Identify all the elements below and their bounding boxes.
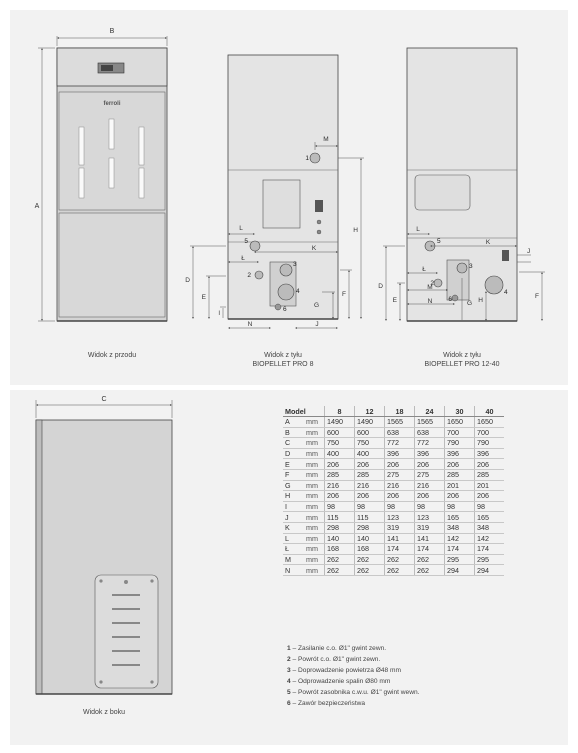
brand-logo: ferroli	[103, 101, 121, 107]
dim-label-E: E	[201, 294, 206, 301]
table-cell: 772	[415, 438, 445, 449]
callout-3: 3	[469, 263, 473, 270]
connection-6-port-icon	[275, 304, 281, 310]
caption-rear-view-pro8	[228, 351, 338, 369]
table-header-row	[283, 406, 504, 417]
dimensions-table	[283, 406, 504, 576]
caption-front-view: Widok z przodu	[87, 352, 137, 359]
callout-1: 1	[305, 155, 309, 162]
table-row	[283, 554, 504, 565]
table-row-unit: mm	[304, 554, 325, 565]
table-cell: 206	[415, 491, 445, 502]
table-header-model-18: 18	[385, 406, 415, 417]
callout-3: 3	[293, 261, 297, 268]
table-cell: 140	[355, 533, 385, 544]
table-row-unit: mm	[304, 565, 325, 576]
dim-label-L: L	[239, 225, 243, 232]
table-row-unit: mm	[304, 427, 325, 438]
table-row	[283, 544, 504, 555]
legend-item-number: 6	[287, 700, 291, 707]
table-cell: 168	[355, 544, 385, 555]
table-cell: 206	[475, 491, 505, 502]
table-cell: 206	[445, 459, 475, 470]
table-cell: 115	[355, 512, 385, 523]
caption-rear-view-pro8-line1: Widok z tyłu	[264, 352, 302, 359]
legend-item-number: 3	[287, 667, 291, 674]
table-cell: 1650	[445, 417, 475, 428]
table-cell: 262	[325, 554, 355, 565]
table-cell: 1490	[355, 417, 385, 428]
table-cell: 600	[325, 427, 355, 438]
table-cell: 206	[415, 459, 445, 470]
table-cell: 216	[355, 480, 385, 491]
connection-4-port-icon	[278, 284, 294, 300]
dim-label-H: H	[353, 227, 358, 234]
table-row-dimension: H	[283, 491, 304, 502]
table-cell: 262	[355, 565, 385, 576]
connection-3-port-icon	[280, 264, 292, 276]
table-header-model-8: 8	[325, 406, 355, 417]
table-row	[283, 522, 504, 533]
table-row-dimension: K	[283, 522, 304, 533]
legend-item	[287, 698, 419, 709]
dim-label-B: B	[109, 28, 115, 35]
legend-item-number: 2	[287, 656, 291, 663]
table-row	[283, 448, 504, 459]
callout-6: 6	[283, 306, 287, 313]
table-cell: 700	[475, 427, 505, 438]
table-cell: 98	[445, 501, 475, 512]
table-row	[283, 417, 504, 428]
table-cell: 206	[445, 491, 475, 502]
legend-item	[287, 676, 419, 687]
table-cell: 115	[325, 512, 355, 523]
table-cell: 141	[415, 533, 445, 544]
table-cell: 348	[475, 522, 505, 533]
rear-view-pro12-40-drawing	[378, 48, 545, 321]
table-header-model: Model	[283, 406, 325, 417]
connection-5-port-icon	[250, 241, 260, 251]
table-cell: 168	[325, 544, 355, 555]
table-row-dimension: D	[283, 448, 304, 459]
table-row-unit: mm	[304, 544, 325, 555]
table-cell: 1650	[475, 417, 505, 428]
connections-legend	[287, 643, 419, 709]
connection-2-port-icon	[255, 271, 263, 279]
table-cell: 285	[355, 469, 385, 480]
table-cell: 262	[355, 554, 385, 565]
table-row-dimension: C	[283, 438, 304, 449]
table-cell: 275	[415, 469, 445, 480]
table-cell: 201	[445, 480, 475, 491]
table-cell: 141	[385, 533, 415, 544]
table-cell: 123	[385, 512, 415, 523]
legend-item-text: – Zasilanie c.o. Ø1" gwint zewn.	[292, 645, 387, 652]
table-cell: 275	[385, 469, 415, 480]
table-row-dimension: I	[283, 501, 304, 512]
table-cell: 772	[385, 438, 415, 449]
table-cell: 294	[445, 565, 475, 576]
table-header-model-24: 24	[415, 406, 445, 417]
table-row-dimension: F	[283, 469, 304, 480]
table-cell: 638	[385, 427, 415, 438]
table-row	[283, 459, 504, 470]
table-cell: 295	[445, 554, 475, 565]
table-cell: 98	[385, 501, 415, 512]
table-cell: 285	[325, 469, 355, 480]
legend-item	[287, 643, 419, 654]
table-cell: 400	[325, 448, 355, 459]
table-cell: 206	[385, 459, 415, 470]
table-cell: 216	[415, 480, 445, 491]
table-cell: 600	[355, 427, 385, 438]
table-cell: 396	[415, 448, 445, 459]
table-cell: 285	[445, 469, 475, 480]
table-row-unit: mm	[304, 491, 325, 502]
table-header-model-40: 40	[475, 406, 505, 417]
table-cell: 174	[415, 544, 445, 555]
table-cell: 262	[385, 565, 415, 576]
callout-5: 5	[244, 238, 248, 245]
table-cell: 396	[385, 448, 415, 459]
table-cell: 206	[355, 459, 385, 470]
caption-rear-view-pro12-40-line2: BIOPELLET PRO 12-40	[424, 361, 500, 368]
table-cell: 165	[445, 512, 475, 523]
table-cell: 700	[445, 427, 475, 438]
legend-item	[287, 665, 419, 676]
dim-label-H: H	[478, 297, 483, 304]
table-cell: 319	[415, 522, 445, 533]
table-cell: 1565	[385, 417, 415, 428]
table-cell: 790	[445, 438, 475, 449]
dim-label-C: C	[101, 396, 107, 403]
dim-label-F: F	[342, 291, 346, 298]
table-cell: 298	[355, 522, 385, 533]
table-cell: 790	[475, 438, 505, 449]
legend-item-number: 5	[287, 689, 291, 696]
callout-4: 4	[504, 289, 508, 296]
dim-label-G: G	[313, 302, 319, 309]
table-cell: 638	[415, 427, 445, 438]
table-cell: 294	[475, 565, 505, 576]
dim-label-D: D	[185, 277, 190, 284]
table-cell: 98	[355, 501, 385, 512]
table-cell: 201	[475, 480, 505, 491]
table-row-dimension: N	[283, 565, 304, 576]
electrical-box-icon	[315, 200, 323, 212]
legend-item	[287, 654, 419, 665]
dim-label-L-stroke: Ł	[241, 255, 245, 262]
table-row	[283, 565, 504, 576]
electrical-box-icon	[502, 250, 509, 261]
table-cell: 98	[415, 501, 445, 512]
table-cell: 262	[325, 565, 355, 576]
dim-label-F: F	[535, 293, 539, 300]
table-row	[283, 469, 504, 480]
table-cell: 262	[385, 554, 415, 565]
table-row-unit: mm	[304, 480, 325, 491]
dim-label-J: J	[527, 248, 531, 255]
table-header-model-12: 12	[355, 406, 385, 417]
table-cell: 319	[385, 522, 415, 533]
table-row-dimension: E	[283, 459, 304, 470]
callout-4: 4	[296, 288, 300, 295]
dim-label-N: N	[247, 321, 253, 328]
table-row	[283, 501, 504, 512]
legend-item-text: – Odprowadzenie spalin Ø80 mm	[292, 678, 391, 685]
table-cell: 165	[475, 512, 505, 523]
table-row	[283, 427, 504, 438]
table-row-unit: mm	[304, 459, 325, 470]
table-row-dimension: Ł	[283, 544, 304, 555]
legend-item-text: – Zawór bezpieczeństwa	[292, 700, 366, 707]
table-row	[283, 480, 504, 491]
table-cell: 174	[385, 544, 415, 555]
table-row-dimension: L	[283, 533, 304, 544]
table-cell: 206	[325, 491, 355, 502]
dim-label-E: E	[392, 297, 397, 304]
table-row-unit: mm	[304, 448, 325, 459]
table-cell: 1490	[325, 417, 355, 428]
table-cell: 206	[355, 491, 385, 502]
table-row-unit: mm	[304, 512, 325, 523]
table-cell: 750	[355, 438, 385, 449]
dim-label-N: N	[427, 298, 433, 305]
table-cell: 98	[475, 501, 505, 512]
caption-rear-view-pro12-40-line1: Widok z tyłu	[443, 352, 481, 359]
dim-label-G: G	[467, 300, 473, 307]
table-row	[283, 533, 504, 544]
table-cell: 295	[475, 554, 505, 565]
connection-1-port-icon	[310, 153, 320, 163]
table-row	[283, 512, 504, 523]
table-cell: 98	[325, 501, 355, 512]
table-row-unit: mm	[304, 501, 325, 512]
dim-label-M: M	[323, 136, 329, 143]
table-cell: 298	[325, 522, 355, 533]
table-cell: 285	[475, 469, 505, 480]
caption-side-view: Widok z boku	[82, 709, 126, 716]
table-header-model-30: 30	[445, 406, 475, 417]
table-row-unit: mm	[304, 533, 325, 544]
table-row-dimension: A	[283, 417, 304, 428]
table-cell: 262	[415, 565, 445, 576]
dim-label-D: D	[378, 283, 383, 290]
table-row-unit: mm	[304, 417, 325, 428]
dim-label-L: L	[416, 226, 420, 233]
table-row-dimension: J	[283, 512, 304, 523]
table-cell: 262	[415, 554, 445, 565]
table-cell: 174	[445, 544, 475, 555]
table-row-dimension: G	[283, 480, 304, 491]
table-cell: 142	[475, 533, 505, 544]
rear-view-pro8-drawing	[185, 55, 364, 328]
table-row-dimension: M	[283, 554, 304, 565]
table-cell: 400	[355, 448, 385, 459]
table-cell: 206	[475, 459, 505, 470]
hopper-panel	[95, 575, 158, 688]
table-row	[283, 438, 504, 449]
dim-label-A: A	[34, 203, 40, 210]
dim-label-I: I	[218, 311, 220, 317]
front-view-drawing	[35, 28, 167, 321]
legend-item-number: 4	[287, 678, 291, 685]
table-cell: 142	[445, 533, 475, 544]
side-view-drawing	[36, 396, 172, 694]
callout-6: 6	[448, 296, 452, 303]
legend-item	[287, 687, 419, 698]
callout-2: 2	[247, 272, 251, 279]
dim-label-K: K	[311, 245, 317, 252]
table-row	[283, 491, 504, 502]
legend-item-text: – Powrót c.o. Ø1" gwint zewn.	[292, 656, 381, 663]
table-cell: 1565	[415, 417, 445, 428]
dim-label-L-stroke: Ł	[422, 266, 426, 273]
table-cell: 206	[385, 491, 415, 502]
dim-label-J: J	[315, 321, 319, 328]
table-cell: 396	[475, 448, 505, 459]
legend-item-text: – Doprowadzenie powietrza Ø48 mm	[292, 667, 401, 674]
dim-label-M: M	[427, 284, 433, 291]
callout-5: 5	[437, 238, 441, 245]
table-cell: 750	[325, 438, 355, 449]
table-row-unit: mm	[304, 522, 325, 533]
table-row-unit: mm	[304, 469, 325, 480]
callout-2: 2	[430, 280, 434, 287]
dim-label-K: K	[485, 239, 491, 246]
table-cell: 216	[325, 480, 355, 491]
table-cell: 348	[445, 522, 475, 533]
table-row-unit: mm	[304, 438, 325, 449]
table-cell: 206	[325, 459, 355, 470]
legend-item-number: 1	[287, 645, 291, 652]
table-cell: 140	[325, 533, 355, 544]
legend-item-text: – Powrót zasobnika c.w.u. Ø1" gwint wewn.	[292, 689, 420, 696]
table-cell: 123	[415, 512, 445, 523]
caption-rear-view-pro12-40	[407, 351, 517, 369]
table-cell: 216	[385, 480, 415, 491]
table-cell: 174	[475, 544, 505, 555]
caption-rear-view-pro8-line2: BIOPELLET PRO 8	[252, 361, 314, 368]
table-cell: 396	[445, 448, 475, 459]
table-row-dimension: B	[283, 427, 304, 438]
